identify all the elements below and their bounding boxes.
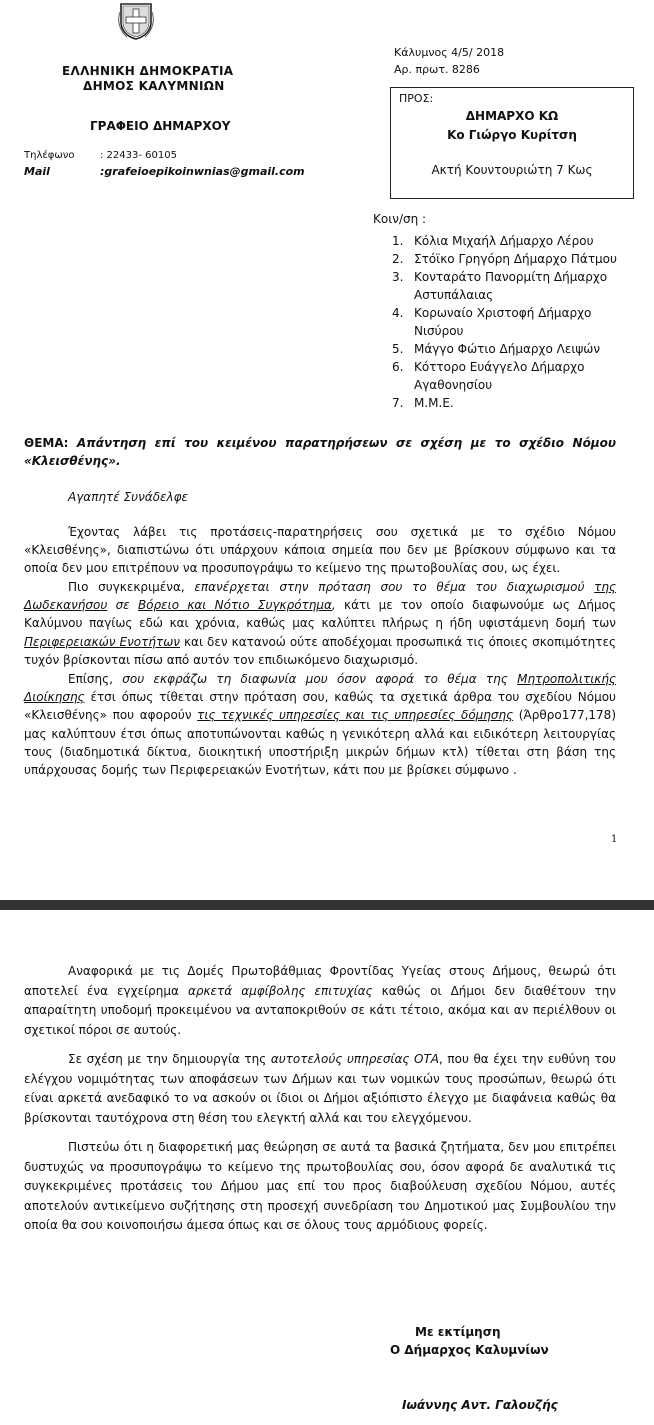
signature-name: Ιωάννης Αντ. Γαλουζής [402,1398,558,1412]
place-date: Κάλυμνος 4/5/ 2018 [394,46,505,59]
list-item: 3. Κονταράτο Πανορμίτη Δήμαρχο Αστυπάλαιας [392,270,608,302]
recipient-line-2: Κο Γιώργο Κυρίτση [447,128,577,142]
cc-label: Κοιν/ση : [373,212,427,226]
list-item: 7. Μ.Μ.Ε. [392,396,454,410]
paragraph-5: Σε σχέση με την δημιουργία της αυτοτελούς υπηρεσίας ΟΤΑ, που θα έχει την ευθύνη του ελέγχου νομιμότητας των αποφάσεων των Δήμων και των νομικών τους προσώπων, θεωρώ ότι είναι αρκετά ανεδαφικό το να ασκούν οι ίδιοι οι Δήμοι αξιόπιστο έλεγχο με διαφάνεια καθώς θα βρίσκονται ταυτόχρονα στη θέση του ελεγκτή αλλά και του ελεγχόμενου. [24,1052,616,1125]
recipient-to-label: ΠΡΟΣ: [399,92,434,105]
municipality-heading: ΔΗΜΟΣ ΚΑΛΥΜΝΙΩΝ [83,79,225,93]
office-heading: ΓΡΑΦΕΙΟ ΔΗΜΑΡΧΟΥ [90,119,231,133]
paragraph-3: Επίσης, σου εκφράζω τη διαφωνία μου όσον αφορά το θέμα της Μητροπολιτικής Διοίκησης έτσι όπως τίθεται στην πρόταση σου, καθώς τα σχετικά άρθρα του σχεδίου Νόμου «Κλεισθένης» που αφορούν τις τεχνικές υπηρεσίες και τις υπηρεσίες δόμησης (Άρθρο177,178) μας καλύπτουν έτσι όπως αποτυπώνονται καθώς η γενικότερη αλλά και ειδικότερη λειτουργίας τους (διαδημοτικά δίκτυα, διοικητική υποστήριξη μικρών δήμων κτλ) τίθεται στη βάση της υπάρχουσας δομής των Περιφερειακών Ενοτήτων, κάτι που με βρίσκει σύμφωνο . [24,672,616,778]
cc-list [392,232,618,412]
signature-closing: Με εκτίμηση [415,1325,501,1339]
greeting: Αγαπητέ Συνάδελφε [68,490,189,504]
list-item: 6. Κόττορο Ευάγγελο Δήμαρχο Αγαθονησίου [392,360,585,392]
phone-label: Τηλέφωνο [24,150,75,161]
list-item: 2. Στόϊκο Γρηγόρη Δήμαρχο Πάτμου [392,252,617,266]
list-item: 1. Κόλια Μιχαήλ Δήμαρχο Λέρου [392,234,594,248]
list-item: 5. Μάγγο Φώτιο Δήμαρχο Λειψών [392,342,601,356]
paragraph-2: Πιο συγκεκριμένα, επανέρχεται στην πρόταση σου το θέμα του διαχωρισμού της Δωδεκανήσου σε Βόρειο και Νότιο Συγκρότημα, κάτι με τον οποίο διαφωνούμε ως Δήμος Καλύμνου παγίως εδώ και χρόνια, καθώς μας καλύπτει πλήρως η ήδη υφιστάμενη δομή των Περιφερειακών Ενοτήτων και δεν κατανοώ ούτε αποδέχομαι προσωπικά τις όποιες σκοπιμότητες τυχόν βρίσκονται πίσω από αυτόν τον επιδιωκόμενο διαχωρισμό. [24,580,617,667]
subject-line: ΘΕΜΑ: Απάντηση επί του κειμένου παρατηρήσεων σε σχέση με το σχέδιο Νόμου «Κλεισθένης». [24,436,616,468]
page-break-divider [0,900,654,910]
mail-value[interactable]: :grafeioepikoinwnias@gmail.com [100,165,305,178]
paragraph-6: Πιστεύω ότι η διαφορετική μας θεώρηση σε αυτά τα βασικά ζητήματα, δεν μου επιτρέπει δυστυχώς να προσυπογράψω το κείμενο της πρωτοβουλίας σου, όσον αφορά δε αναλυτικά τις συγκεκριμένες προτάσεις του Δήμου μας επί του προς διαβούλευση σχεδίου Νόμου, αυτές αποτελούν αντικείμενο συζήτησης στη προσεχή συνεδρίαση του Δημοτικού μας Συμβουλίου την οποία θα σου κοινοποιήσω άμεσα όπως και σε όλους τους αρμόδιους φορείς. [24,1140,616,1232]
recipient-box [390,87,634,199]
paragraph-1: Έχοντας λάβει τις προτάσεις-παρατηρήσεις σου σχετικά με το σχέδιο Νόμου «Κλεισθένης», διαπιστώνω ότι υπάρχουν κάποια σημεία που δεν με βρίσκουν σύμφωνο και τα οποία δεν μου επιτρέπουν να προσυπογράψω το κείμενο της πρωτοβουλίας σου, ως έχει. [24,525,616,576]
republic-heading: ΕΛΛΗΝΙΚΗ ΔΗΜΟΚΡΑΤΙΑ [62,64,234,78]
paragraph-4: Αναφορικά με τις Δομές Πρωτοβάθμιας Φροντίδας Υγείας στους Δήμους, θεωρώ ότι αποτελεί ένα εγχείρημα αρκετά αμφίβολης επιτυχίας καθώς οι Δήμοι δεν διαθέτουν την απαραίτητη υποδομή προκειμένου να ανταποκριθούν σε κάτι τέτοιο, ακόμα και αν περιέλθουν οι σχετικοί πόροι σε αυτούς. [24,964,616,1037]
recipient-line-1: ΔΗΜΑΡΧΟ ΚΩ [465,109,559,123]
list-item: 4. Κορωναίο Χριστοφή Δήμαρχο Νισύρου [392,306,592,338]
greek-coat-of-arms-icon [117,0,155,40]
mail-label: Mail [24,165,50,178]
page-number: 1 [611,834,618,845]
signature-title: Ο Δήμαρχος Καλυμνίων [390,1343,549,1357]
recipient-address: Ακτή Κουντουριώτη 7 Κως [431,163,593,177]
phone-value: : 22433- 60105 [100,150,177,161]
protocol-number: Αρ. πρωτ. 8286 [394,63,480,76]
